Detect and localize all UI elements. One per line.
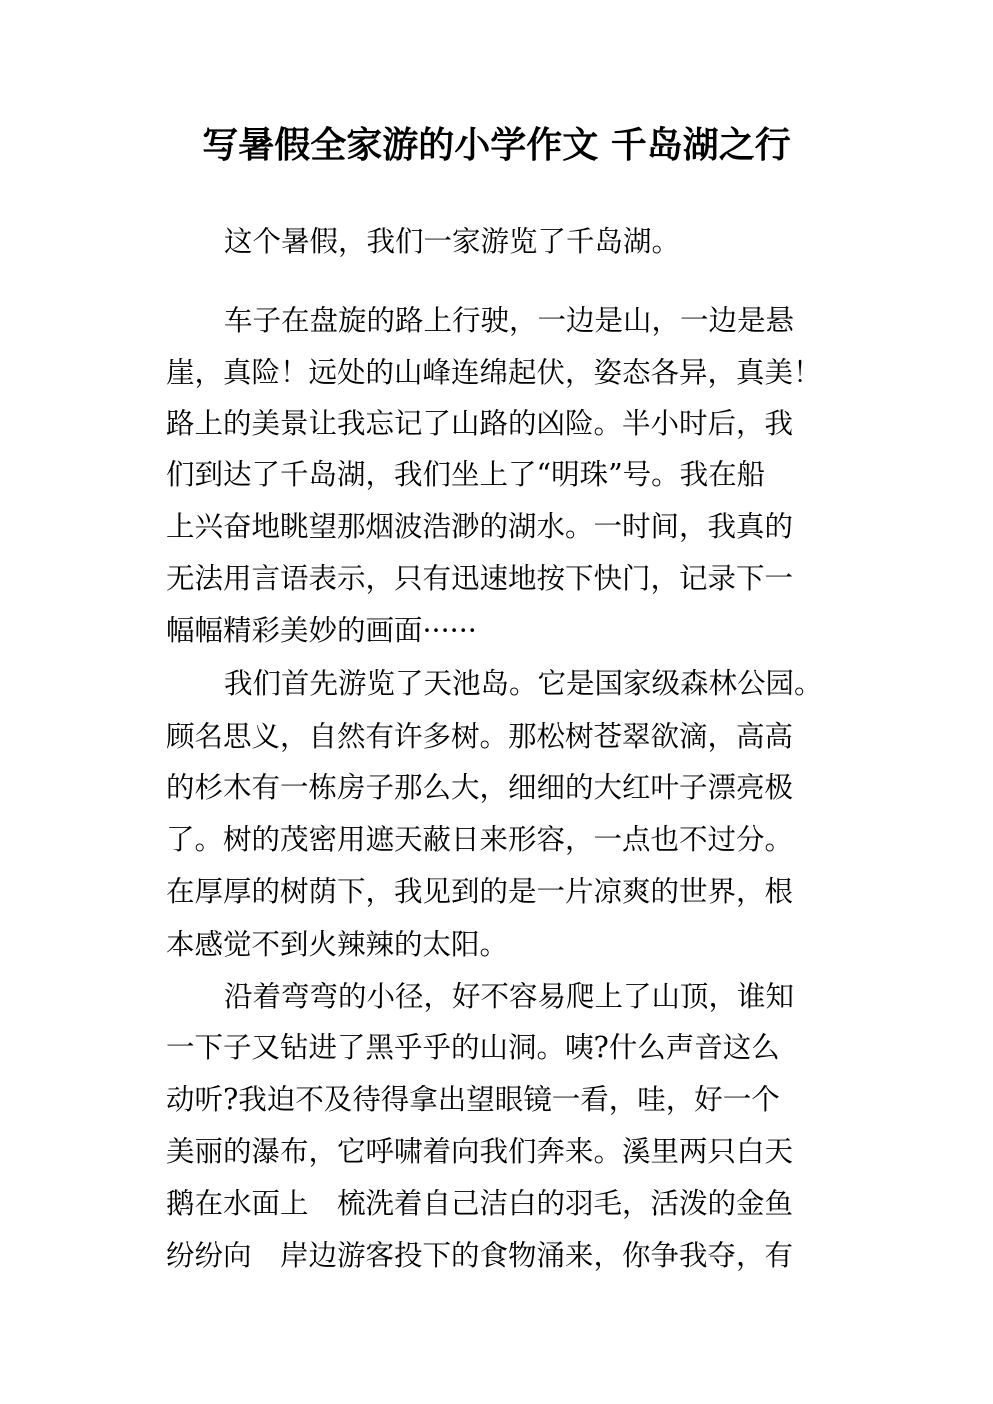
paragraph-line: 鹅在水面上 梳洗着自己洁白的羽毛，活泼的金鱼 (166, 1187, 794, 1220)
paragraph-line: 们到达了千岛湖，我们坐上了“明珠”号。我在船 (166, 458, 766, 491)
page-title: 写暑假全家游的小学作文 千岛湖之行 (202, 125, 791, 166)
paragraph-line: 本感觉不到火辣辣的太阳。 (166, 928, 509, 961)
paragraph-line: 纷纷向 岸边游客投下的食物涌来，你争我夺，有 (166, 1239, 794, 1272)
paragraph-line: 美丽的瀑布，它呼啸着向我们奔来。溪里两只白天 (166, 1135, 794, 1168)
paragraph-line: 路上的美景让我忘记了山路的凶险。半小时后，我 (166, 407, 794, 440)
paragraph-line: 沿着弯弯的小径，好不容易爬上了山顶，谁知 (224, 980, 795, 1013)
paragraph-line: 幅幅精彩美妙的画面······ (166, 614, 477, 647)
paragraph-line: 的杉木有一栋房子那么大，细细的大红叶子漂亮极 (166, 771, 794, 804)
paragraph-line: 一下子又钻进了黑乎乎的山洞。咦?什么声音这么 (166, 1031, 780, 1064)
paragraph-line: 崖，真险！远处的山峰连绵起伏，姿态各异，真美！ (166, 356, 822, 389)
paragraph-line: 车子在盘旋的路上行驶，一边是山，一边是悬 (224, 304, 795, 337)
paragraph-line: 上兴奋地眺望那烟波浩渺的湖水。一时间，我真的 (166, 510, 794, 543)
paragraph-line: 无法用言语表示，只有迅速地按下快门，记录下一 (166, 562, 794, 595)
paragraph-line: 这个暑假，我们一家游览了千岛湖。 (224, 225, 681, 258)
paragraph-line: 顾名思义，自然有许多树。那松树苍翠欲滴，高高 (166, 720, 794, 753)
paragraph-line: 我们首先游览了天池岛。它是国家级森林公园。 (224, 667, 823, 700)
paragraph-line: 在厚厚的树荫下，我见到的是一片凉爽的世界，根 (166, 875, 794, 908)
paragraph-line: 了。树的茂密用遮天蔽日来形容，一点也不过分。 (166, 823, 794, 856)
paragraph-line: 动听?我迫不及待得拿出望眼镜一看，哇，好一个 (166, 1083, 780, 1116)
